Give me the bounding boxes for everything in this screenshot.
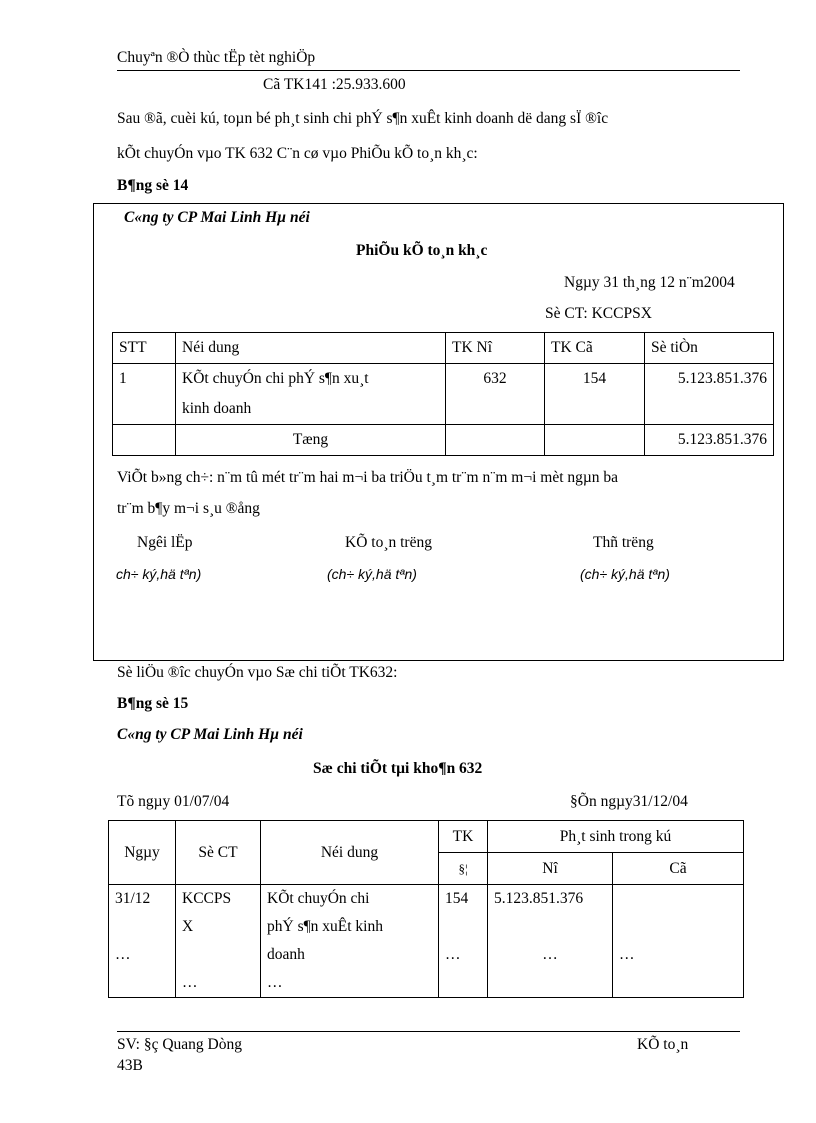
footer-class: 43B (117, 1057, 143, 1074)
ledger-col-debit: Nî (488, 853, 613, 885)
ledger-row-date-cell (109, 885, 176, 998)
ledger-row-content-line-3: doanh (267, 946, 305, 963)
total-debit-empty (446, 425, 545, 456)
voucher-date: Ngµy 31 th¸ng 12 n¨m2004 (564, 274, 735, 291)
ledger-col-date: Ngµy (109, 821, 176, 885)
ledger-col-credit: Cã (613, 853, 744, 885)
ledger-ellipsis: … (445, 946, 461, 963)
ledger-ellipsis: … (542, 946, 558, 963)
footer-rule (117, 1031, 740, 1032)
ledger-ellipsis: … (182, 974, 198, 991)
ledger-title: Sæ chi tiÕt tµi kho¶n 632 (313, 760, 483, 777)
row-content-line-1: KÕt chuyÓn chi phÝ s¶n xu¸t (182, 370, 369, 387)
voucher-title: PhiÕu kÕ to¸n kh¸c (356, 242, 488, 259)
credit-line: Cã TK141 :25.933.600 (263, 76, 406, 93)
voucher-table (112, 332, 774, 456)
ledger-ellipsis: … (267, 974, 283, 991)
ledger-row-date: 31/12 (115, 890, 151, 907)
row-stt: 1 (113, 364, 176, 425)
total-label: Tæng (176, 425, 446, 456)
ledger-ellipsis: … (115, 946, 131, 963)
ledger-row-credit-cell (613, 885, 744, 998)
ledger-row-content-cell (261, 885, 439, 998)
ledger-company: C«ng ty CP Mai Linh Hµ néi (117, 726, 303, 743)
signature-accountant-note: (ch÷ ký,hä tªn) (327, 566, 417, 582)
paragraph-line-1: Sau ®ã, cuèi kú, toµn bé ph¸t sinh chi phÝ s¶n xuÊt kinh doanh dë dang sÏ ®îc (117, 110, 609, 127)
ledger-row-doc-line-2: X (182, 918, 194, 935)
amount-in-words-line-2: tr¨m b¶y m¬i s¸u ®ång (117, 500, 260, 517)
total-credit-empty (545, 425, 645, 456)
row-credit: 154 (545, 364, 645, 425)
total-amount: 5.123.851.376 (645, 425, 774, 456)
ledger-row-content-line-2: phÝ s¶n xuÊt kinh (267, 918, 383, 935)
col-header-amount: Sè tiÒn (645, 333, 774, 364)
footer-student: SV: §ç Quang Dòng (117, 1036, 242, 1053)
ledger-row-debit: 5.123.851.376 (494, 890, 584, 907)
ledger-row-tk-cell (439, 885, 488, 998)
ledger-table (108, 820, 744, 998)
ledger-col-content: Néi dung (261, 821, 439, 885)
ledger-from-date: Tõ ngµy 01/07/04 (117, 793, 230, 810)
table14-label: B¶ng sè 14 (117, 177, 189, 194)
footer-department: KÕ to¸n (637, 1036, 689, 1053)
signature-preparer-role: Ngêi lËp (137, 534, 193, 551)
voucher-company: C«ng ty CP Mai Linh Hµ néi (124, 209, 310, 226)
total-stt-empty (113, 425, 176, 456)
table15-label: B¶ng sè 15 (117, 695, 189, 712)
col-header-content: Néi dung (176, 333, 446, 364)
ledger-col-tk-top: TK (439, 821, 488, 853)
row-debit: 632 (446, 364, 545, 425)
ledger-row-content-line-1: KÕt chuyÓn chi (267, 890, 370, 907)
ledger-to-date: §Õn ngµy31/12/04 (570, 793, 688, 810)
ledger-row-debit-cell (488, 885, 613, 998)
ledger-col-tk-bottom: §¦ (439, 853, 488, 885)
row-amount: 5.123.851.376 (645, 364, 774, 425)
transfer-note: Sè liÖu ®îc chuyÓn vµo Sæ chi tiÕt TK632: (117, 664, 398, 681)
col-header-credit: TK Cã (545, 333, 645, 364)
row-content-line-2: kinh doanh (182, 400, 252, 417)
signature-director-role: Thñ trëng (593, 534, 654, 551)
header-rule (117, 70, 740, 71)
signature-accountant-role: KÕ to¸n trëng (345, 534, 432, 551)
ledger-col-doc: Sè CT (176, 821, 261, 885)
row-content (176, 364, 446, 425)
signature-director-note: (ch÷ ký,hä tªn) (580, 566, 670, 582)
amount-in-words-line-1: ViÕt b»ng ch÷: n¨m tû mét tr¨m hai m¬i ba triÖu t¸m tr¨m n¨m m¬i mèt ngµn ba (117, 469, 619, 486)
ledger-row-doc-line-1: KCCPS (182, 890, 232, 907)
paragraph-line-2: kÕt chuyÓn vµo TK 632 C¨n cø vµo PhiÕu kÕ to¸n kh¸c: (117, 145, 478, 162)
page-header-title: Chuyªn ®Ò thùc tËp tèt nghiÖp (117, 49, 316, 66)
ledger-ellipsis: … (619, 946, 635, 963)
voucher-doc-no: Sè CT: KCCPSX (545, 305, 652, 322)
col-header-debit: TK Nî (446, 333, 545, 364)
ledger-row-tk: 154 (445, 890, 469, 907)
ledger-col-arising: Ph¸t sinh trong kú (488, 821, 744, 853)
col-header-stt: STT (113, 333, 176, 364)
ledger-row-doc-cell (176, 885, 261, 998)
signature-preparer-note: ch÷ ký,hä tªn) (116, 566, 202, 582)
